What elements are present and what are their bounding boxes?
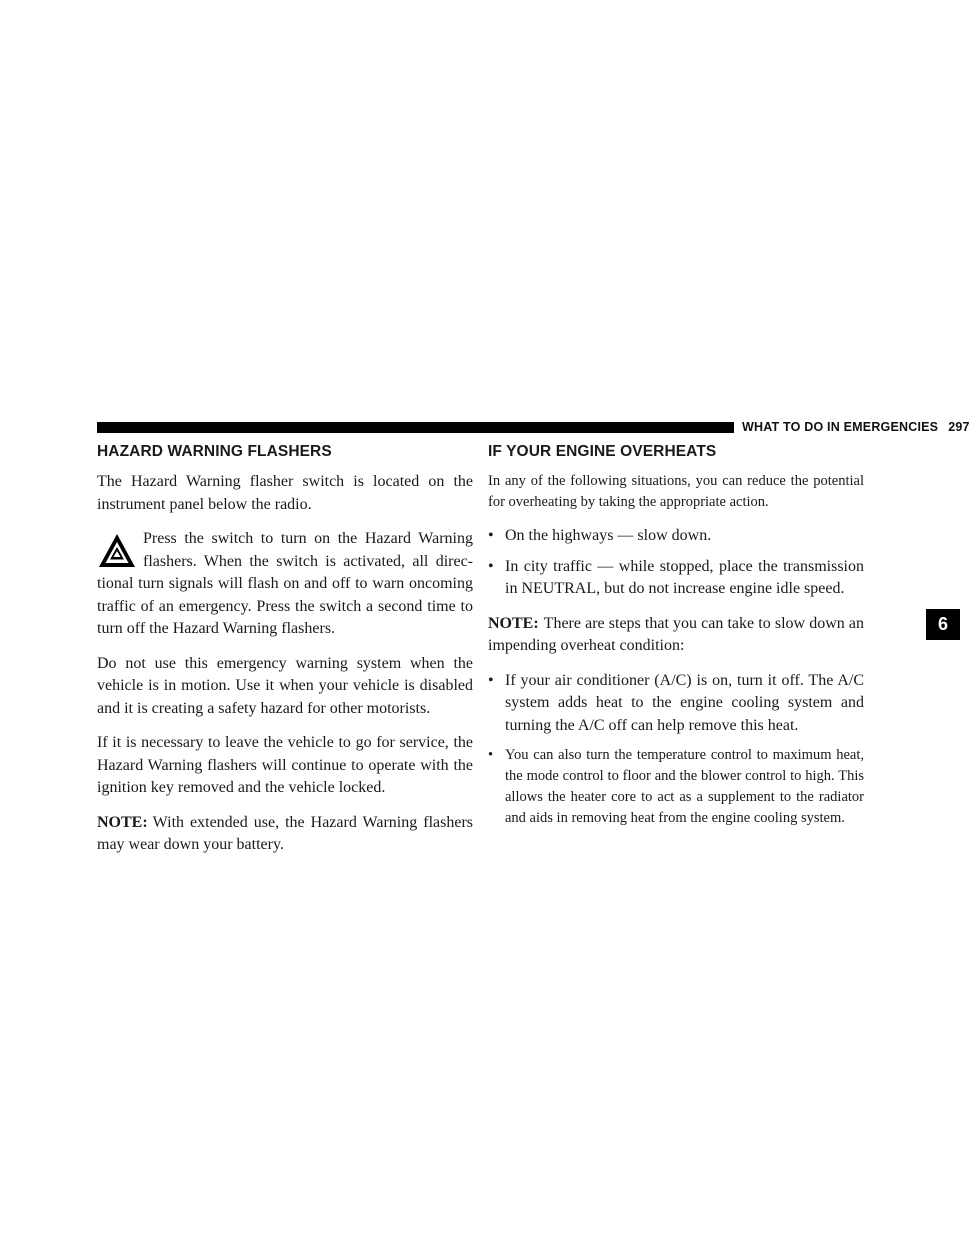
header-rule xyxy=(97,422,734,433)
running-header xyxy=(742,418,970,436)
chapter-tab: 6 xyxy=(926,609,960,640)
hazard-paragraph-2: Press the switch to turn on the Hazard Warning flashers. When the switch is activated, all direc-tional turn signals will flash on and off to warn oncoming traffic of an emergency. Press the switch a second time to turn off the Hazard Warning flashers. xyxy=(97,530,473,637)
note-text: There are steps that you can take to slow down an impending overheat condition: xyxy=(488,614,864,654)
overheat-heading: IF YOUR ENGINE OVERHEATS xyxy=(488,443,717,460)
overheat-steps-list xyxy=(488,670,864,830)
list-item: • On the highways — slow down. xyxy=(488,527,712,544)
right-column xyxy=(488,441,864,841)
left-column xyxy=(97,441,473,869)
hazard-paragraph-1: The Hazard Warning flasher switch is located on the instrument panel below the radio. xyxy=(97,473,473,513)
page-number: 297 xyxy=(948,420,970,434)
note-label: NOTE: xyxy=(488,614,539,632)
hazard-heading: HAZARD WARNING FLASHERS xyxy=(97,443,332,460)
section-title: WHAT TO DO IN EMERGENCIES xyxy=(742,420,939,434)
list-item: • If your air conditioner (A/C) is on, turn it off. The A/C system adds heat to the engine cooling system and turning the A/C off can help remove this heat. xyxy=(488,671,864,734)
hazard-paragraph-4: If it is necessary to leave the vehicle to go for service, the Hazard Warning flashers will continue to operate with the ignition key removed and the vehicle locked. xyxy=(97,734,473,796)
note-text: With extended use, the Hazard Warning flashers may wear down your battery. xyxy=(97,813,473,853)
hazard-note xyxy=(97,812,473,857)
list-item: • You can also turn the temperature control to maximum heat, the mode control to floor and the blower control to high. This allows the heater core to act as a supplement to the radiator and aids in removing heat from the engine cooling system. xyxy=(488,747,864,826)
overheat-note xyxy=(488,613,864,658)
hazard-warning-icon xyxy=(97,532,139,572)
overheat-intro: In any of the following situations, you can reduce the potential for overheating by taking the appropriate action. xyxy=(488,473,864,510)
hazard-paragraph-3: Do not use this emergency warning system when the vehicle is in motion. Use it when your vehicle is disabled and it is creating a safety hazard for other motorists. xyxy=(97,654,473,717)
overheat-situations-list xyxy=(488,525,864,601)
list-item: • In city traffic — while stopped, place the transmission in NEUTRAL, but do not increase engine idle speed. xyxy=(488,557,864,597)
note-label: NOTE: xyxy=(97,813,148,831)
